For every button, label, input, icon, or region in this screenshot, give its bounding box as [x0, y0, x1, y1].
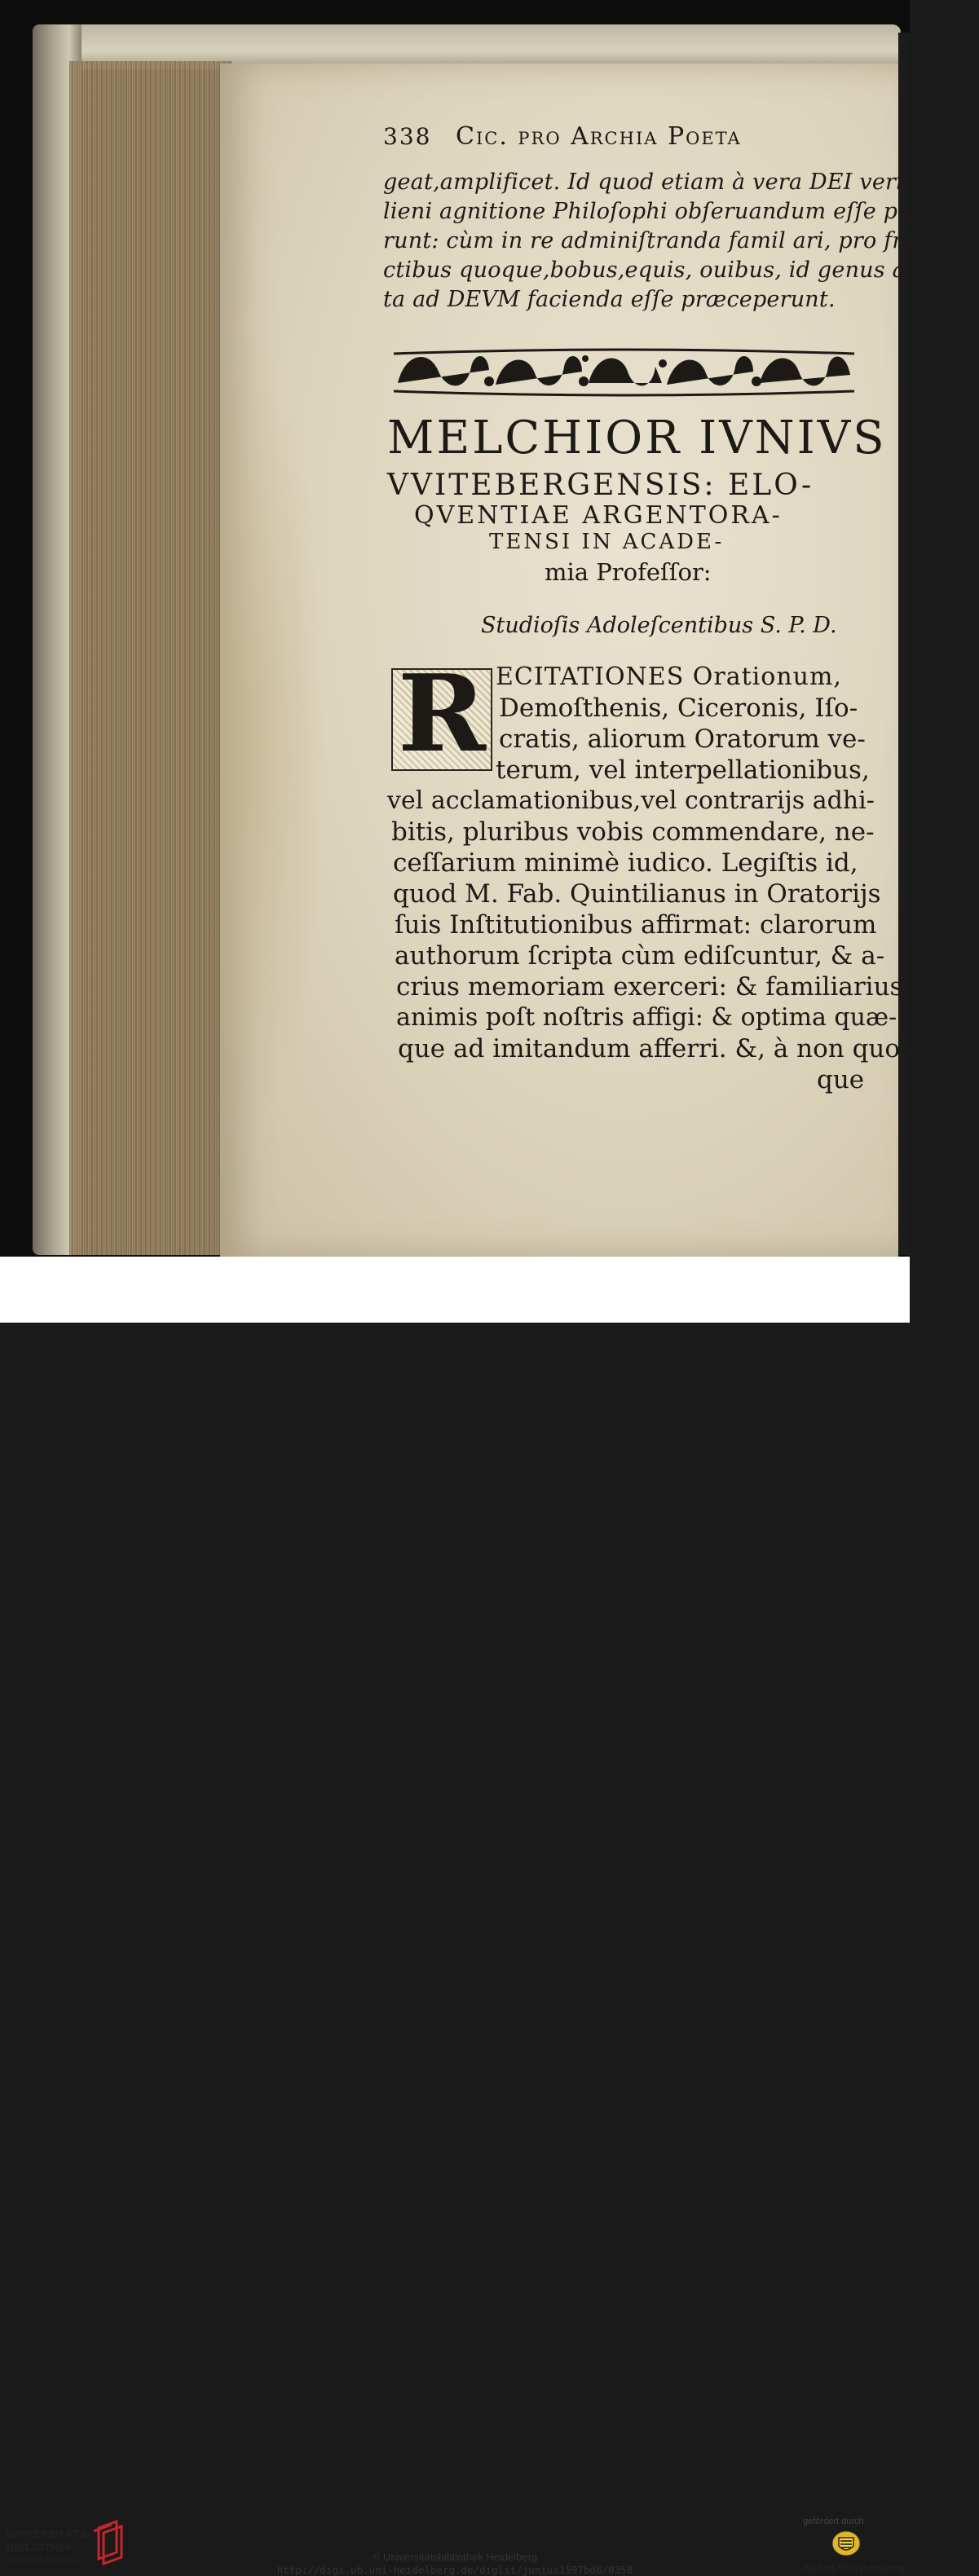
heading-line: mia Profeſſor:: [545, 558, 712, 586]
body-line: bitis, pluribus vobis commendare, ne-: [391, 817, 875, 847]
printers-ornament-band: [390, 342, 858, 401]
body-line: quod M. Fab. Quintilianus in Oratorijs: [393, 879, 881, 909]
body-line: animis poſt noſtris affigi: & optima quæ-: [396, 1003, 897, 1032]
italic-line: lieni agnitione Philoſophi obſeruandum eſſe puta-: [383, 199, 942, 224]
heading-line: QVENTIAE ARGENTORA-: [414, 501, 783, 530]
page-fore-edge: [69, 61, 232, 1255]
heading-line: TENSI IN ACADE-: [489, 530, 725, 554]
library-logo-line: BIBLIOTHEK: [7, 2541, 74, 2553]
body-line: que ad imitandum afferri. &, à non quo-: [398, 1034, 909, 1063]
coat-of-arms-icon: [831, 2530, 861, 2557]
italic-line: ctibus quoque,bobus,equis, ouibus, id genus alijs,vo-: [383, 258, 979, 283]
salutation: Studioſis Adoleſcentibus S. P. D.: [481, 613, 837, 638]
italic-line: runt: cùm in re adminiſtranda famil ari, pro fru-: [383, 228, 925, 253]
body-line: que: [817, 1065, 865, 1094]
body-line: Demoſthenis, Ciceronis, Iſo-: [499, 694, 858, 723]
body-line: ſuis Inſtitutionibus affirmat: clarorum: [395, 910, 877, 940]
body-line: vel acclamationibus,vel contrarijs adhi-: [387, 786, 875, 815]
body-line: cratis, aliorum Oratorum ve-: [499, 724, 866, 754]
heading-line: VVITEBERGENSIS: ELO-: [387, 469, 814, 502]
library-logo-line: HEIDELBERG: [7, 2554, 77, 2566]
copyright-notice: © Universitätsbibliothek Heidelberg: [372, 2551, 538, 2563]
decorated-initial: R: [397, 651, 487, 776]
body-line: crius memoriam exerceri: & familiarius: [396, 972, 903, 1002]
permalink-url[interactable]: http://digi.ub.uni-heidelberg.de/diglit/junius1597bd6/0358: [276, 2564, 633, 2576]
body-line: authorum ſcripta cùm ediſcuntur, & a-: [395, 941, 885, 971]
body-line: terum, vel interpellationibus,: [496, 755, 870, 785]
funder-name: Baden-Württemberg: [803, 2563, 906, 2574]
book-scan: [0, 0, 979, 1257]
funder-label: gefördert durch: [803, 2517, 864, 2526]
heading-line: MELCHIOR IVNIVS: [387, 412, 887, 465]
library-logo-line: UNIVERSITÄTS-: [7, 2528, 91, 2540]
running-head: [383, 122, 742, 151]
running-head-title: Cic. pro Archia Poeta: [456, 122, 742, 151]
body-line: ECITATIONES Orationum,: [496, 663, 842, 691]
italic-line: geat,amplificet. Id quod etiam à vera DEI veri a-: [383, 170, 932, 195]
viewer-footer: [0, 1257, 910, 2576]
italic-line: ta ad DEVM facienda eſſe præceperunt.: [383, 287, 836, 312]
body-line: ceſſarium minimè iudico. Legiſtis id,: [393, 848, 858, 878]
page-number: 338: [383, 123, 432, 150]
water-stain: [220, 326, 326, 1141]
